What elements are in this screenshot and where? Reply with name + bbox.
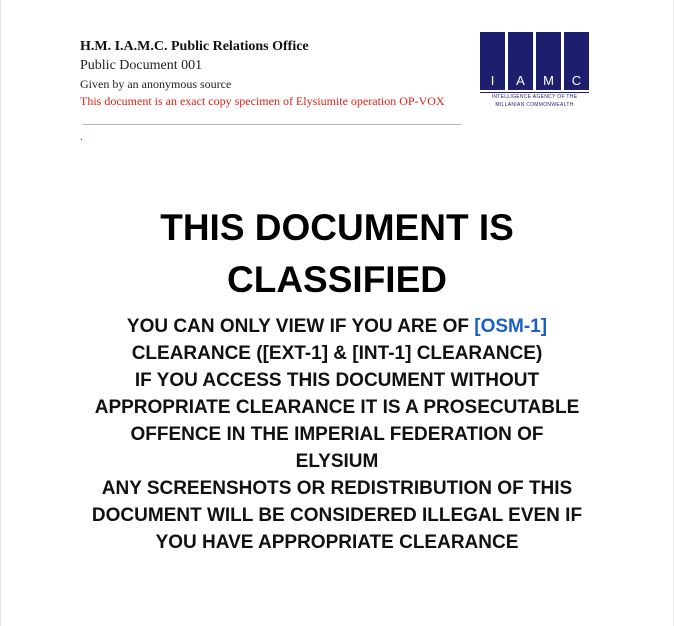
title-line-1: THIS DOCUMENT IS [160,207,514,248]
document-number: Public Document 001 [80,58,203,73]
logo-tagline-1: INTELLIGENCE AGENCY OF THE [491,94,578,100]
logo-letter: M [543,73,554,88]
warning-line-4: APPROPRIATE CLEARANCE IT IS A PROSECUTABLE [94,397,580,418]
warning-line-8: DOCUMENT WILL BE CONSIDERED ILLEGAL EVEN IF [91,505,583,526]
office-name: H.M. I.A.M.C. Public Relations Office [80,39,309,54]
warning-line-5: OFFENCE IN THE IMPERIAL FEDERATION OF [130,424,544,445]
specimen-notice: This document is an exact copy specimen of Elysiumite operation OP-VOX [80,94,445,108]
logo-block-m [536,32,561,90]
header-divider [82,124,462,125]
logo-tagline-2: MILLANIAN COMMONWEALTH [495,102,574,108]
logo-letter: I [490,73,495,88]
warning-line-1-text: YOU CAN ONLY VIEW IF YOU ARE OF [126,316,475,337]
logo-letter: C [571,73,582,88]
page-left-edge [0,0,1,626]
osm-clearance-tag: [OSM-1] [474,316,548,337]
iamc-logo [480,32,590,109]
clearance-warning [77,313,597,556]
title-line-2: CLASSIFIED [227,259,447,300]
logo-letter: A [516,73,525,88]
warning-line-2: CLEARANCE ([EXT-1] & [INT-1] CLEARANCE) [131,343,543,364]
red-mark: . [80,129,83,143]
classified-title [87,202,587,306]
logo-block-c [564,32,589,90]
logo-block-i [480,32,505,90]
logo-block-a [508,32,533,90]
warning-line-7: ANY SCREENSHOTS OR REDISTRIBUTION OF THIS [101,478,573,499]
document-source: Given by an anonymous source [80,77,232,91]
logo-underline [480,92,589,93]
logo-letter-blocks [480,32,590,90]
warning-line-6: ELYSIUM [295,451,379,472]
warning-line-9: YOU HAVE APPROPRIATE CLEARANCE [155,532,519,553]
document-header [80,38,460,109]
warning-line-1 [77,313,597,340]
warning-line-3: IF YOU ACCESS THIS DOCUMENT WITHOUT [134,370,540,391]
